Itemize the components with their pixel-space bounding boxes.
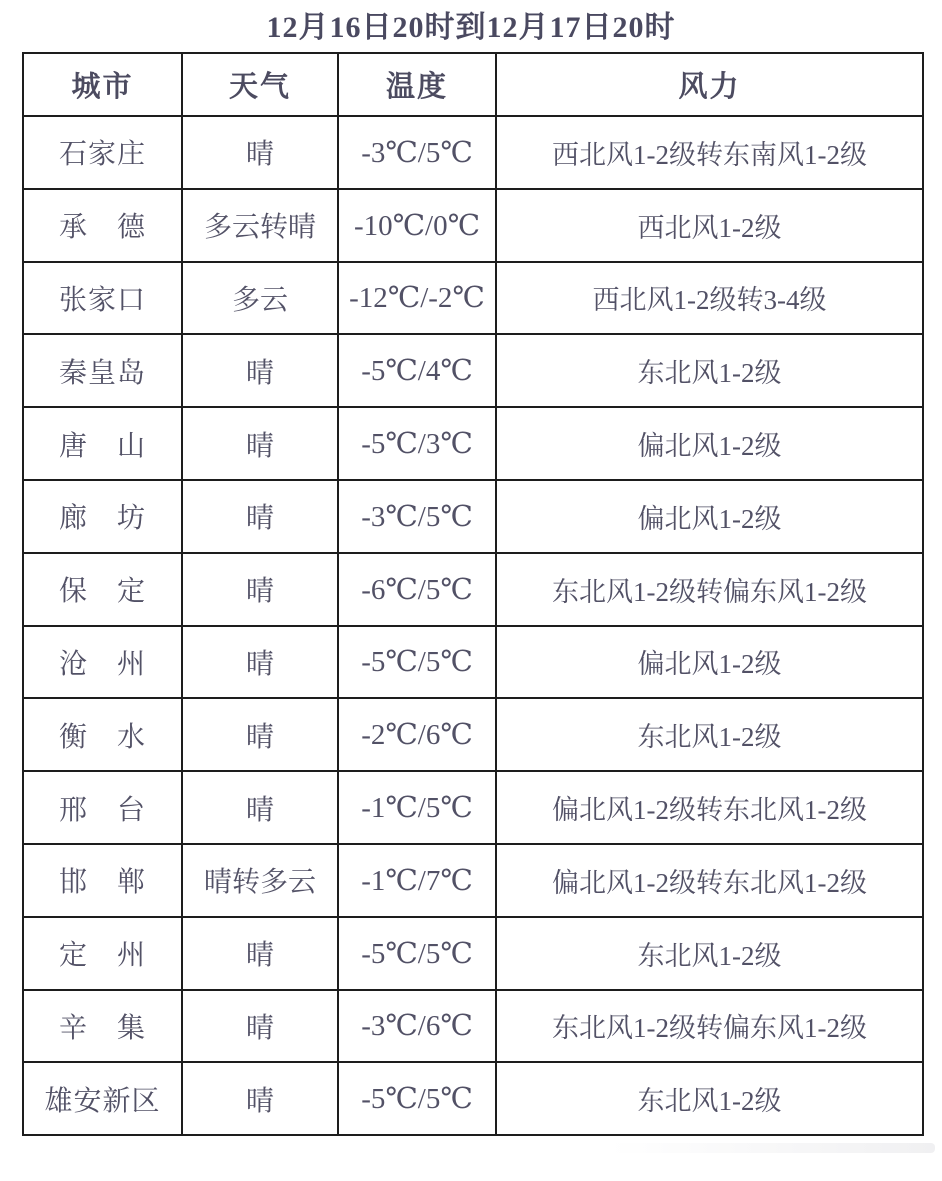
table-row [23, 407, 923, 480]
temperature-cell: -5℃/5℃ [338, 917, 496, 990]
wind-cell: 偏北风1-2级转东北风1-2级 [496, 771, 923, 844]
weather-cell: 多云转晴 [182, 189, 338, 262]
temperature-cell: -1℃/7℃ [338, 844, 496, 917]
watermark-remnant [610, 1143, 935, 1153]
wind-cell: 偏北风1-2级 [496, 480, 923, 553]
wind-cell: 西北风1-2级转3-4级 [496, 262, 923, 335]
wind-cell: 东北风1-2级 [496, 698, 923, 771]
weather-cell: 晴 [182, 553, 338, 626]
table-row [23, 626, 923, 699]
wind-cell: 偏北风1-2级 [496, 626, 923, 699]
city-cell: 邯 郸 [23, 844, 182, 917]
table-row [23, 116, 923, 189]
temperature-cell: -2℃/6℃ [338, 698, 496, 771]
table-row [23, 844, 923, 917]
wind-cell: 东北风1-2级 [496, 334, 923, 407]
wind-cell: 偏北风1-2级转东北风1-2级 [496, 844, 923, 917]
weather-cell: 晴 [182, 116, 338, 189]
city-cell: 张家口 [23, 262, 182, 335]
table-row [23, 698, 923, 771]
page-title: 12月16日20时到12月17日20时 [266, 11, 676, 44]
city-cell: 承 德 [23, 189, 182, 262]
wind-cell: 偏北风1-2级 [496, 407, 923, 480]
wind-cell: 西北风1-2级 [496, 189, 923, 262]
wind-cell: 东北风1-2级 [496, 917, 923, 990]
wind-cell: 东北风1-2级转偏东风1-2级 [496, 553, 923, 626]
temperature-cell: -5℃/5℃ [338, 1062, 496, 1135]
city-cell: 唐 山 [23, 407, 182, 480]
weather-cell: 晴 [182, 1062, 338, 1135]
table-row [23, 334, 923, 407]
table-row [23, 553, 923, 626]
city-cell: 石家庄 [23, 116, 182, 189]
temperature-cell: -3℃/5℃ [338, 116, 496, 189]
weather-cell: 晴 [182, 407, 338, 480]
weather-cell: 多云 [182, 262, 338, 335]
table-header-row [23, 53, 923, 116]
city-cell: 秦皇岛 [23, 334, 182, 407]
temperature-cell: -12℃/-2℃ [338, 262, 496, 335]
table-row [23, 917, 923, 990]
column-header-weather: 天气 [182, 53, 338, 116]
weather-cell: 晴 [182, 480, 338, 553]
table-row [23, 1062, 923, 1135]
column-header-temperature: 温度 [338, 53, 496, 116]
city-cell: 保 定 [23, 553, 182, 626]
wind-cell: 东北风1-2级转偏东风1-2级 [496, 990, 923, 1063]
temperature-cell: -1℃/5℃ [338, 771, 496, 844]
table-row [23, 771, 923, 844]
weather-cell: 晴转多云 [182, 844, 338, 917]
weather-cell: 晴 [182, 698, 338, 771]
weather-forecast-table [22, 52, 924, 1136]
table-row [23, 480, 923, 553]
city-cell: 定 州 [23, 917, 182, 990]
city-cell: 辛 集 [23, 990, 182, 1063]
table-row [23, 262, 923, 335]
temperature-cell: -3℃/6℃ [338, 990, 496, 1063]
temperature-cell: -10℃/0℃ [338, 189, 496, 262]
column-header-city: 城市 [23, 53, 182, 116]
weather-cell: 晴 [182, 917, 338, 990]
temperature-cell: -5℃/4℃ [338, 334, 496, 407]
table-row [23, 189, 923, 262]
weather-cell: 晴 [182, 334, 338, 407]
column-header-wind: 风力 [496, 53, 923, 116]
weather-cell: 晴 [182, 771, 338, 844]
city-cell: 廊 坊 [23, 480, 182, 553]
city-cell: 雄安新区 [23, 1062, 182, 1135]
temperature-cell: -6℃/5℃ [338, 553, 496, 626]
temperature-cell: -5℃/5℃ [338, 626, 496, 699]
city-cell: 邢 台 [23, 771, 182, 844]
temperature-cell: -3℃/5℃ [338, 480, 496, 553]
table-row [23, 990, 923, 1063]
temperature-cell: -5℃/3℃ [338, 407, 496, 480]
wind-cell: 西北风1-2级转东南风1-2级 [496, 116, 923, 189]
weather-cell: 晴 [182, 626, 338, 699]
city-cell: 沧 州 [23, 626, 182, 699]
city-cell: 衡 水 [23, 698, 182, 771]
weather-cell: 晴 [182, 990, 338, 1063]
wind-cell: 东北风1-2级 [496, 1062, 923, 1135]
